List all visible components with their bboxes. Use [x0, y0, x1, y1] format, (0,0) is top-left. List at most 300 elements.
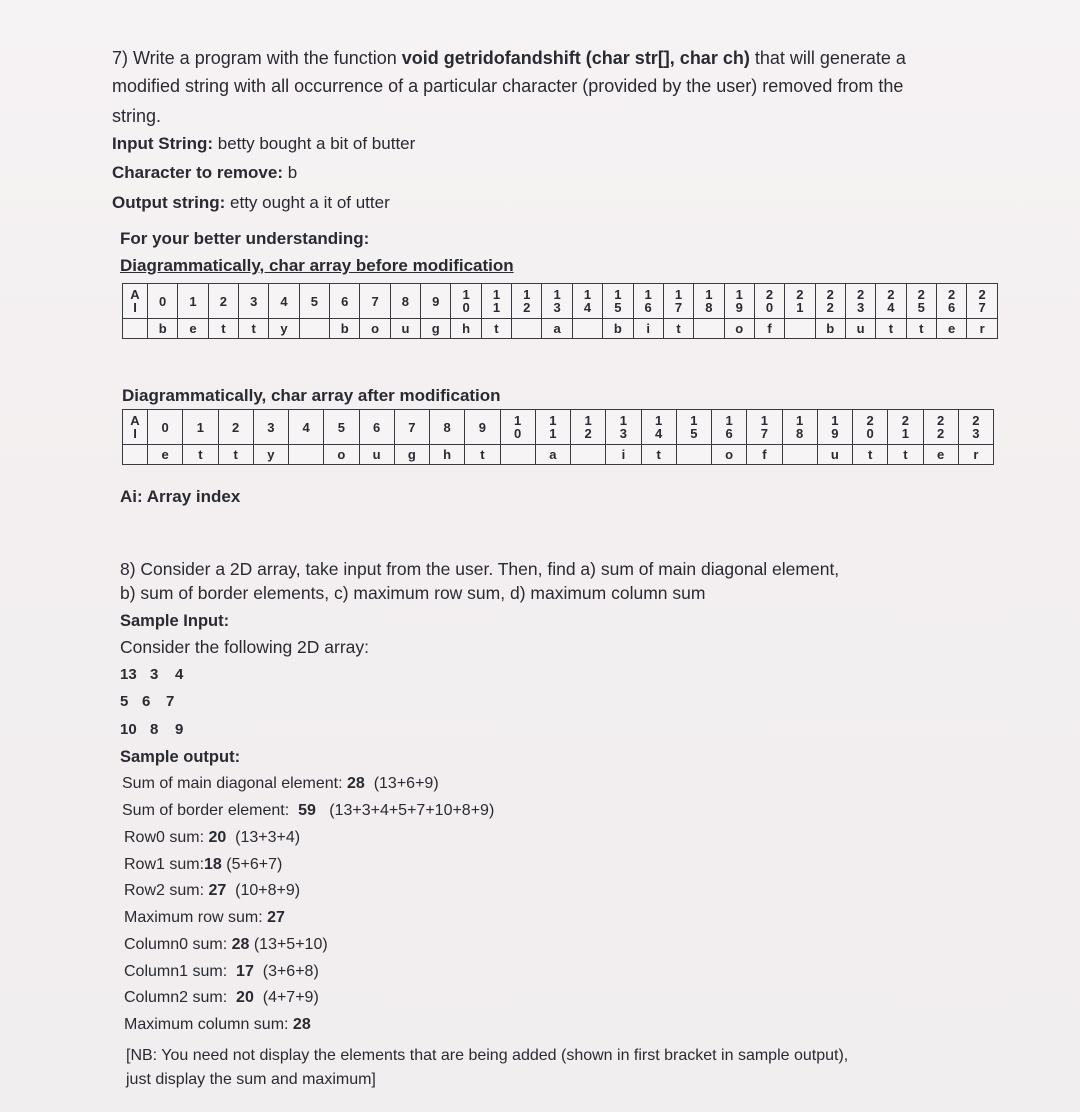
char-cell — [299, 319, 329, 339]
index-digit: 0 — [462, 300, 470, 315]
index-digit: 1 — [619, 413, 627, 428]
output-note: (13+5+10) — [249, 936, 328, 953]
char-cell — [754, 319, 784, 339]
index-digit: 9 — [735, 300, 743, 315]
output-note: (3+6+8) — [253, 963, 319, 980]
output-note: (13+3+4+5+7+10+8+9) — [315, 802, 495, 819]
output-label: Row0 sum: — [124, 829, 209, 846]
matrix-cell: 13 — [120, 666, 137, 683]
output-value: 20 — [208, 829, 227, 846]
q7-line-3: string. — [112, 106, 162, 126]
index-digit: 7 — [371, 293, 379, 309]
index-digit: 1 — [705, 287, 713, 302]
index-digit: 1 — [492, 300, 501, 315]
index-digit: 7 — [760, 426, 768, 441]
index-digit: 5 — [337, 419, 345, 435]
char-cell — [289, 445, 324, 465]
char-value: e — [189, 321, 197, 336]
char-cell — [936, 319, 966, 339]
char-cell — [817, 445, 852, 465]
index-digit: 8 — [705, 300, 713, 315]
char-value: t — [867, 447, 873, 462]
index-digit: 1 — [690, 413, 698, 428]
char-cell — [747, 445, 782, 465]
matrix-cell: 3 — [150, 666, 159, 683]
char-cell — [330, 319, 360, 339]
index-digit: 2 — [937, 413, 945, 428]
index-digit: 1 — [514, 413, 522, 428]
char-remove-label: Character to remove: — [112, 163, 284, 182]
index-digit: 2 — [917, 287, 925, 302]
output-line — [124, 961, 319, 983]
sample-output-label: Sample output: — [120, 748, 241, 766]
index-cell — [676, 410, 711, 445]
index-digit: A — [130, 287, 140, 302]
output-label: Row2 sum: — [124, 882, 209, 899]
index-cell — [465, 410, 500, 445]
char-cell — [906, 319, 936, 339]
char-value: t — [494, 321, 499, 336]
q7-text: that will generate a — [749, 48, 906, 68]
index-cell — [218, 410, 253, 445]
index-digit: 1 — [644, 287, 652, 302]
index-cell — [817, 410, 852, 445]
index-cell — [641, 410, 676, 445]
char-value: g — [431, 321, 440, 336]
char-value: f — [762, 447, 767, 462]
char-value: t — [919, 321, 924, 336]
index-digit: 1 — [760, 413, 768, 428]
char-cell — [360, 319, 390, 339]
output-value: 17 — [236, 963, 254, 980]
index-digit: 1 — [492, 287, 501, 302]
char-cell — [663, 319, 693, 339]
index-cell — [958, 410, 993, 445]
char-value: i — [621, 447, 626, 462]
char-value: h — [443, 447, 452, 462]
char-cell — [500, 445, 535, 465]
char-cell — [178, 319, 208, 339]
char-cell — [148, 445, 183, 465]
char-cell — [465, 445, 500, 465]
output-label: Column2 sum: — [124, 989, 237, 1006]
index-digit: 1 — [735, 287, 743, 302]
char-value: h — [462, 321, 471, 336]
char-cell — [239, 319, 269, 339]
char-cell — [481, 319, 511, 339]
char-cell — [888, 445, 923, 465]
index-digit: 2 — [232, 419, 240, 435]
output-label: Column0 sum: — [124, 936, 232, 953]
output-note: (4+7+9) — [253, 989, 319, 1006]
output-label: Sum of main diagonal element: — [122, 775, 348, 792]
index-digit: 1 — [523, 287, 531, 302]
index-cell — [330, 284, 360, 319]
index-cell — [876, 284, 906, 319]
output-label: Sum of border element: — [122, 802, 299, 819]
index-cell — [724, 284, 754, 319]
index-cell — [148, 284, 178, 319]
output-value: 27 — [208, 882, 227, 899]
char-cell — [123, 445, 148, 465]
q8-line-1: 8) Consider a 2D array, take input from the user. Then, find a) sum of main diagonal element, — [120, 559, 840, 579]
index-digit: 1 — [553, 287, 561, 302]
index-cell — [253, 410, 288, 445]
index-digit: 1 — [549, 413, 557, 428]
char-cell — [148, 319, 178, 339]
index-digit: 2 — [765, 287, 774, 302]
output-value: 59 — [298, 802, 316, 819]
index-digit: 2 — [523, 300, 531, 315]
char-value: f — [767, 321, 772, 336]
sample-input-label: Sample Input: — [120, 612, 230, 630]
array-index-header — [123, 410, 148, 445]
char-value: o — [371, 321, 380, 336]
index-digit: 9 — [831, 426, 839, 441]
char-value: r — [979, 321, 985, 336]
char-value: i — [646, 321, 650, 336]
char-cell — [967, 319, 998, 339]
index-cell — [148, 410, 183, 445]
char-cell — [421, 319, 451, 339]
char-value: u — [856, 321, 865, 336]
char-value: y — [267, 447, 275, 462]
index-digit: 2 — [219, 293, 227, 309]
char-value: b — [340, 321, 349, 336]
index-digit: 4 — [280, 293, 288, 309]
matrix-cell: 6 — [142, 693, 151, 710]
char-value: b — [826, 321, 835, 336]
index-digit: 8 — [401, 293, 410, 309]
char-value: t — [903, 447, 908, 462]
index-digit: 1 — [796, 413, 804, 428]
matrix-cell: 9 — [175, 721, 184, 738]
index-digit: 3 — [972, 426, 980, 441]
index-digit: 2 — [826, 287, 834, 302]
char-cell — [676, 445, 711, 465]
output-note: (13+3+4) — [226, 829, 301, 846]
index-cell — [572, 284, 602, 319]
output-string-line — [112, 192, 390, 214]
char-cell — [694, 319, 724, 339]
index-digit: 3 — [619, 426, 627, 441]
index-cell — [512, 284, 542, 319]
index-digit: I — [133, 300, 137, 315]
output-label: Column1 sum: — [124, 963, 237, 980]
output-label: Row1 sum: — [124, 856, 205, 873]
index-digit: 3 — [553, 300, 561, 315]
index-digit: 1 — [655, 413, 663, 428]
input-string-value: betty bought a bit of butter — [213, 134, 416, 153]
index-cell — [888, 410, 923, 445]
index-digit: 1 — [549, 426, 557, 441]
index-digit: 2 — [901, 413, 909, 428]
array-index-note: Ai: Array index — [120, 487, 241, 506]
index-digit: 2 — [584, 426, 592, 441]
index-digit: 0 — [159, 293, 167, 309]
index-cell — [815, 284, 845, 319]
index-digit: 7 — [408, 419, 416, 435]
output-line — [122, 773, 439, 795]
output-line — [124, 934, 328, 956]
index-digit: 2 — [947, 287, 956, 302]
index-cell — [633, 284, 663, 319]
output-value: 28 — [231, 936, 250, 953]
index-digit: 2 — [978, 287, 986, 302]
index-cell — [500, 410, 535, 445]
before-array-table — [122, 283, 998, 339]
output-line — [124, 907, 285, 929]
array-index-header — [123, 284, 148, 319]
output-value: 27 — [267, 909, 285, 926]
index-cell — [421, 284, 451, 319]
nb-line-1: [NB: You need not display the elements that are being added (shown in first bracket in sample output), — [126, 1047, 849, 1064]
q8-line-2: b) sum of border elements, c) maximum row sum, d) maximum column sum — [120, 583, 706, 603]
char-cell — [571, 445, 606, 465]
index-digit: 1 — [725, 413, 733, 428]
output-line — [124, 987, 319, 1009]
char-value: g — [407, 447, 416, 462]
output-value: 20 — [236, 989, 254, 1006]
index-digit: 0 — [765, 300, 774, 315]
char-cell — [269, 319, 299, 339]
char-cell — [606, 445, 641, 465]
char-cell — [785, 319, 815, 339]
index-cell — [360, 284, 390, 319]
index-digit: I — [133, 426, 137, 441]
char-cell — [603, 319, 633, 339]
output-note: (13+6+9) — [364, 775, 439, 792]
char-cell — [218, 445, 253, 465]
index-digit: 8 — [443, 419, 451, 435]
index-cell — [359, 410, 394, 445]
char-value: t — [233, 447, 238, 462]
index-digit: 9 — [478, 419, 486, 435]
index-digit: 5 — [690, 426, 698, 441]
index-digit: 2 — [866, 413, 874, 428]
char-value: t — [888, 321, 894, 336]
nb-line-2: just display the sum and maximum] — [126, 1071, 376, 1088]
char-value: o — [337, 447, 346, 462]
char-cell — [641, 445, 676, 465]
index-digit: 3 — [250, 293, 258, 309]
index-cell — [571, 410, 606, 445]
char-cell — [542, 319, 572, 339]
index-cell — [747, 410, 782, 445]
index-cell — [923, 410, 958, 445]
index-digit: 3 — [267, 419, 275, 435]
index-cell — [299, 284, 329, 319]
index-digit: 2 — [796, 287, 804, 302]
char-cell — [853, 445, 888, 465]
index-cell — [390, 284, 420, 319]
char-value: u — [830, 447, 839, 462]
index-digit: 1 — [196, 419, 204, 435]
index-digit: 0 — [866, 426, 874, 441]
index-cell — [712, 410, 747, 445]
index-digit: 1 — [901, 426, 909, 441]
index-digit: 1 — [583, 287, 592, 302]
matrix-cell: 5 — [120, 693, 129, 710]
matrix-cell: 7 — [166, 693, 175, 710]
char-value: t — [198, 447, 203, 462]
output-label: Maximum row sum: — [124, 909, 268, 926]
char-cell — [923, 445, 958, 465]
index-digit: 4 — [302, 419, 310, 435]
consider-line: Consider the following 2D array: — [120, 637, 370, 657]
char-value: t — [676, 321, 681, 336]
function-signature: void getridofandshift (char str[], char ch) — [401, 48, 750, 68]
index-digit: 4 — [655, 426, 663, 441]
char-cell — [208, 319, 238, 339]
input-string-label: Input String: — [112, 134, 214, 153]
index-digit: 6 — [341, 293, 349, 309]
char-value: t — [480, 447, 485, 462]
index-cell — [178, 284, 208, 319]
char-cell — [712, 445, 747, 465]
char-cell — [183, 445, 218, 465]
matrix-cell: 8 — [150, 721, 159, 738]
output-line — [124, 854, 282, 876]
index-cell — [603, 284, 633, 319]
char-value: y — [280, 321, 288, 336]
char-remove-value: b — [283, 163, 298, 182]
char-value: o — [725, 447, 734, 462]
index-cell — [451, 284, 481, 319]
char-value: u — [401, 321, 410, 336]
output-note: (10+8+9) — [226, 882, 301, 899]
char-value: u — [372, 447, 381, 462]
index-digit: 6 — [725, 426, 733, 441]
index-digit: 0 — [514, 426, 522, 441]
char-remove-line — [112, 162, 297, 184]
index-digit: 4 — [887, 300, 895, 315]
index-cell — [936, 284, 966, 319]
index-digit: 1 — [674, 287, 683, 302]
index-digit: 1 — [584, 413, 592, 428]
output-line — [122, 800, 494, 822]
index-digit: 1 — [614, 287, 622, 302]
index-digit: 2 — [856, 287, 865, 302]
char-value: e — [161, 447, 169, 462]
char-value: e — [947, 321, 956, 336]
char-cell — [876, 319, 906, 339]
index-digit: 1 — [796, 300, 804, 315]
char-value: t — [221, 321, 226, 336]
index-cell — [782, 410, 817, 445]
char-cell — [572, 319, 602, 339]
char-cell — [633, 319, 663, 339]
char-cell — [958, 445, 993, 465]
index-digit: 2 — [937, 426, 945, 441]
output-line — [124, 1014, 311, 1036]
char-value: t — [251, 321, 256, 336]
index-digit: 1 — [189, 293, 197, 309]
index-cell — [845, 284, 875, 319]
char-cell — [815, 319, 845, 339]
char-cell — [253, 445, 288, 465]
index-cell — [208, 284, 238, 319]
output-value: 28 — [347, 775, 365, 792]
before-heading: Diagrammatically, char array before modification — [120, 256, 514, 275]
index-digit: 7 — [674, 300, 683, 315]
index-cell — [967, 284, 998, 319]
output-label: Maximum column sum: — [124, 1016, 293, 1033]
index-cell — [394, 410, 429, 445]
understanding-heading: For your better understanding: — [120, 229, 370, 248]
char-value: b — [158, 321, 167, 336]
index-cell — [906, 284, 936, 319]
char-cell — [782, 445, 817, 465]
index-digit: 5 — [310, 293, 318, 309]
index-digit: 4 — [583, 300, 592, 315]
index-cell — [785, 284, 815, 319]
index-digit: A — [130, 413, 140, 428]
matrix-cell: 10 — [120, 721, 137, 738]
output-value: 18 — [204, 856, 222, 873]
index-cell — [269, 284, 299, 319]
output-value: 28 — [292, 1016, 311, 1033]
index-digit: 6 — [373, 419, 381, 435]
index-cell — [289, 410, 324, 445]
char-cell — [535, 445, 570, 465]
index-digit: 1 — [831, 413, 839, 428]
char-value: t — [656, 447, 661, 462]
char-value: b — [613, 321, 622, 336]
index-cell — [542, 284, 572, 319]
after-array-table — [122, 409, 994, 465]
index-cell — [663, 284, 693, 319]
char-cell — [451, 319, 481, 339]
index-digit: 8 — [796, 426, 804, 441]
index-digit: 3 — [856, 300, 865, 315]
char-value: a — [553, 321, 561, 336]
index-digit: 2 — [887, 287, 895, 302]
output-string-label: Output string: — [112, 193, 226, 212]
index-cell — [694, 284, 724, 319]
char-cell — [512, 319, 542, 339]
char-cell — [845, 319, 875, 339]
char-value: a — [549, 447, 557, 462]
char-value: e — [937, 447, 945, 462]
char-value: o — [735, 321, 744, 336]
output-line — [124, 827, 300, 849]
index-digit: 6 — [947, 300, 956, 315]
output-note: (5+6+7) — [221, 856, 283, 873]
index-cell — [606, 410, 641, 445]
matrix-cell: 4 — [175, 666, 184, 683]
q7-line-2: modified string with all occurrence of a particular character (provided by the user) removed from the — [112, 76, 904, 96]
index-cell — [535, 410, 570, 445]
q7-text: 7) Write a program with the function — [112, 48, 402, 68]
after-heading: Diagrammatically, char array after modification — [122, 386, 501, 405]
char-value: r — [973, 447, 979, 462]
index-digit: 9 — [432, 293, 440, 309]
index-digit: 1 — [462, 287, 470, 302]
output-string-value: etty ought a it of utter — [225, 193, 390, 212]
index-cell — [324, 410, 359, 445]
index-cell — [481, 284, 511, 319]
index-digit: 6 — [644, 300, 652, 315]
index-digit: 2 — [826, 300, 834, 315]
index-digit: 5 — [614, 300, 622, 315]
index-digit: 2 — [972, 413, 980, 428]
index-digit: 7 — [978, 300, 986, 315]
q7-line-1 — [112, 47, 906, 69]
index-digit: 5 — [917, 300, 925, 315]
index-digit: 0 — [161, 419, 169, 435]
char-cell — [724, 319, 754, 339]
